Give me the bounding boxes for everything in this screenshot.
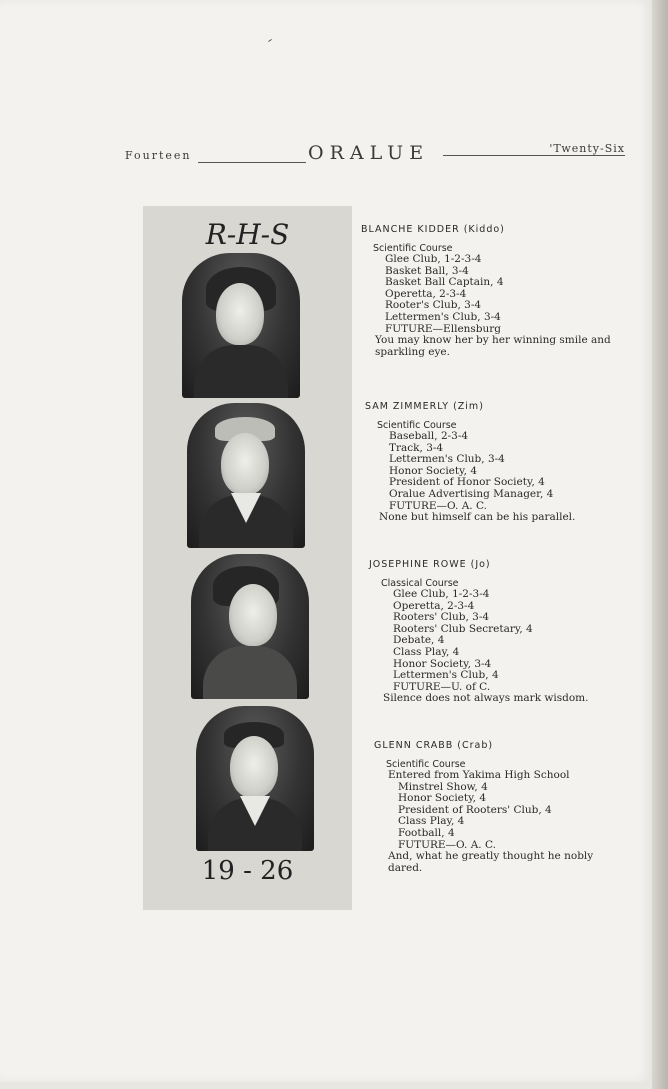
activity-item: Rooter's Club, 3-4 [385, 299, 482, 312]
page-number-label: Fourteen [125, 149, 192, 162]
activity-item: FUTURE—O. A. C. [389, 499, 487, 512]
activity-item: Baseball, 2-3-4 [389, 430, 469, 442]
portrait-face [230, 736, 278, 798]
activity-item: Operetta, 2-3-4 [393, 599, 475, 612]
activity-item: Class Play, 4 [398, 815, 465, 828]
senior-name: SAM ZIMMERLY (Zim) [365, 401, 484, 412]
portrait-body [194, 345, 288, 398]
activity-item: Basket Ball, 3-4 [385, 264, 469, 277]
senior-quote: You may know her by her winning smile and sparkling eye. [375, 334, 611, 358]
activity-item: Football, 4 [398, 826, 455, 839]
activity-list [374, 770, 628, 851]
senior-quote: And, what he greatly thought he nobly dared. [388, 850, 594, 874]
senior-course: Classical Course [381, 578, 459, 589]
portrait-sam-zimmerly [187, 403, 305, 548]
activity-item: FUTURE—U. of C. [393, 680, 491, 693]
activity-list [369, 589, 623, 693]
activity-item: Track, 3-4 [389, 441, 444, 454]
senior-quote: None but himself can be his parallel. [379, 511, 576, 524]
year-label: 'Twenty-Six [549, 142, 625, 155]
header-rule-right [443, 155, 625, 156]
senior-entry [365, 401, 619, 524]
school-initials: R-H-S [205, 218, 290, 251]
senior-name: JOSEPHINE ROWE (Jo) [369, 559, 491, 570]
activity-list [361, 254, 615, 335]
activity-item: Class Play, 4 [393, 645, 460, 658]
senior-name: BLANCHE KIDDER (Kiddo) [361, 224, 505, 235]
activity-item: Honor Society, 4 [398, 792, 486, 805]
portrait-body [203, 646, 297, 699]
activity-item: Lettermen's Club, 4 [393, 669, 499, 682]
activity-item: Glee Club, 1-2-3-4 [385, 253, 482, 265]
activity-item: Minstrel Show, 4 [398, 780, 488, 793]
header-rule-left [198, 162, 306, 163]
senior-name: GLENN CRABB (Crab) [374, 740, 494, 751]
entered-from-note: Entered from Yakima High School [388, 769, 570, 781]
activity-item: Oralue Advertising Manager, 4 [389, 487, 554, 500]
portrait-face [229, 584, 277, 646]
activity-list [365, 431, 619, 512]
portrait-blanche-kidder [182, 253, 300, 398]
portrait-strip [143, 206, 352, 910]
activity-item: FUTURE—O. A. C. [398, 838, 496, 851]
ink-speck [268, 39, 272, 42]
activity-item: Rooters' Club Secretary, 4 [393, 622, 533, 635]
activity-item: Honor Society, 4 [389, 464, 477, 477]
senior-entry [361, 224, 615, 358]
activity-item: Lettermen's Club, 3-4 [385, 310, 501, 323]
senior-quote: Silence does not always mark wisdom. [383, 692, 589, 705]
activity-item: President of Honor Society, 4 [389, 476, 545, 489]
portrait-josephine-rowe [191, 554, 309, 699]
senior-entry [369, 559, 623, 705]
activity-item: Honor Society, 3-4 [393, 657, 492, 670]
activity-item: Debate, 4 [393, 634, 445, 647]
activity-item: Operetta, 2-3-4 [385, 287, 467, 300]
portrait-face [221, 433, 269, 495]
yearbook-title: ORALUE [308, 142, 430, 164]
activity-item: Basket Ball Captain, 4 [385, 276, 504, 289]
class-year: 19 - 26 [201, 856, 294, 886]
page-header [125, 142, 625, 166]
senior-course: Scientific Course [373, 243, 453, 254]
activity-item: President of Rooters' Club, 4 [398, 803, 552, 816]
activity-item: Glee Club, 1-2-3-4 [393, 588, 490, 600]
senior-entry [374, 740, 628, 874]
senior-course: Scientific Course [386, 759, 466, 770]
activity-item: FUTURE—Ellensburg [385, 322, 502, 335]
portrait-face [216, 283, 264, 345]
activity-item: Rooters' Club, 3-4 [393, 611, 490, 624]
activity-item: Lettermen's Club, 3-4 [389, 453, 505, 466]
portrait-glenn-crabb [196, 706, 314, 851]
senior-course: Scientific Course [377, 420, 457, 431]
page-edge [652, 0, 668, 1089]
